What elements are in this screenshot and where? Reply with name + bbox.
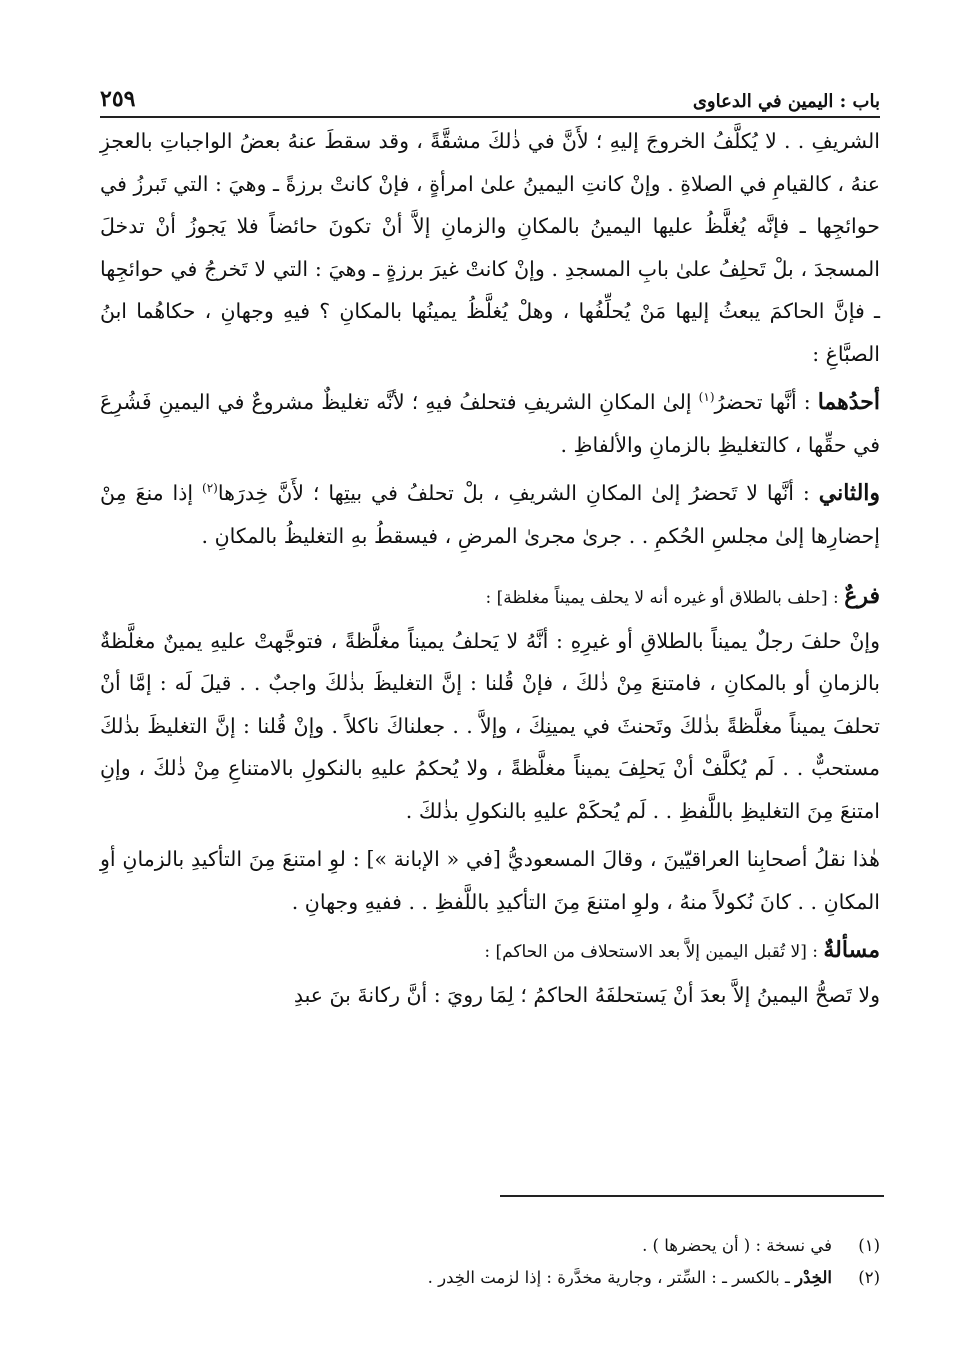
footnote-ref-2[interactable]: (٢) — [202, 481, 218, 496]
footnotes — [100, 1230, 880, 1294]
running-header — [100, 78, 880, 112]
heading-lead: مسألةٌ — [823, 937, 880, 963]
chapter-title: باب : اليمين في الدعاوى — [692, 91, 880, 112]
paragraph-8: ولا تَصحُّ اليمينُ إلاَّ بعدَ أنْ يَستحلفَهُ الحاكمُ ؛ لِمَا رويَ : أنَّ ركانةَ بنَ عبدِ — [293, 982, 880, 1007]
header-rule — [100, 116, 880, 118]
heading-lead: فرعٌ — [844, 583, 880, 609]
heading-title: : [لا تُقبل اليمين إلاَّ بعد الاستحلاف من الحاكم] : — [484, 942, 824, 962]
footnote-number: (٢) — [858, 1268, 880, 1287]
footnote-number: (١) — [858, 1236, 880, 1255]
paragraph-first-view — [100, 381, 880, 466]
paragraph-text: : أنَّها تحضرُ — [714, 390, 818, 414]
footnote-text: في نسخة : ( أن يحضرها ) . — [642, 1236, 832, 1255]
section-heading-far — [100, 575, 880, 620]
heading-title: : [حلف بالطلاق أو غيره أنه لا يحلف يميناً مغلظة] : — [485, 588, 845, 608]
page-number: ٢٥٩ — [100, 86, 136, 112]
paragraph-5: وإنْ حلفَ رجلٌ يميناً بالطلاقِ أو غيرِهِ : أنَّهُ لا يَحلفُ يميناً مغلَّظةً ، فتوجَّهتْ عليهِ يمينٌ مغلَّظةٌ بالزمانِ أو بالمكانِ ، فامتنعَ مِنْ ذٰلكَ ، فإنْ قُلنا : إنَّ التغليظَ بذٰلكَ واجبٌ . . قيلَ لَه : إمَّا أنْ تحلفَ يميناً مغلَّظةً بذٰلكَ وتَحنثَ في يمينِكَ ، وإلاَّ . . جعلناكَ ناكلاً . وإنْ قُلنا : إنَّ التغليظَ بذٰلكَ مستحبٌّ . . لَم يُكلَّفْ أنْ يَحلِفَ يميناً مغلَّظةً ، ولا يُحكمُ عليهِ بالنكولِ بالامتناعِ مِنْ ذٰلكَ ، وإنِ امتنعَ مِنَ التغليظِ باللَّفظِ . . لَم يُحكَمْ عليهِ بالنكولِ بذٰلكَ . — [100, 628, 880, 823]
paragraph-second-view — [100, 472, 880, 557]
paragraph-lead: أحدُهما — [817, 389, 880, 415]
paragraph-lead: والثاني — [818, 480, 881, 506]
footnote-keyword: الخِدْر — [795, 1268, 832, 1287]
section-heading-masala — [100, 929, 880, 974]
paragraph-text: إذا منعَ مِنْ إحضارِها إلىٰ مجلسِ الحُكمِ . . جرىٰ مجرىٰ المرضِ ، فيسقطُ بهِ التغليظُ بالمكانِ . — [100, 481, 880, 548]
paragraph-text: : أنَّها لا تَحضرُ إلىٰ المكانِ الشريفِ ، بلْ تحلفُ في بيتِها ؛ لأَنَّ خِدرَها — [217, 481, 819, 505]
main-text — [100, 120, 880, 1016]
paragraph-1: الشريفِ . . لا يُكلَّفُ الخروجَ إليهِ ؛ لأَنَّ في ذٰلكَ مشقَّةً ، وقد سقطَ عنهُ بعضُ الواجباتِ بالعجزِ عنهُ ، كالقيامِ في الصلاةِ . وإنْ كانتِ اليمينُ علىٰ امرأةٍ ، فإنْ كانتْ برزةً ـ وهيَ : التي تَبرزُ في حوائجِها ـ فإنَّه يُغلَّظُ عليها اليمينُ بالمكانِ والزمانِ إلاَّ أنْ تكونَ حائضاً فلا يَجوزُ أنْ تدخلَ المسجدَ ، بلْ تَحلِفُ علىٰ بابِ المسجدِ . وإنْ كانتْ غيرَ برزةٍ ـ وهيَ : التي لا تَخرجُ في حوائجِها ـ فإنَّ الحاكمَ يبعثُ إليها مَنْ يُحلِّفُها ، وهلْ يُغلَّظُ يمينُها بالمكانِ ؟ فيهِ وجهانِ ، حكاهُما ابنُ الصبَّاغِ : — [100, 129, 880, 366]
paragraph-text: إلىٰ المكانِ الشريفِ فتحلفُ فيهِ ؛ لأنَّه تغليظٌ مشروعٌ في اليمينِ فَشُرِعَ في حقِّها ، كالتغليظِ بالزمانِ والألفاظِ . — [100, 390, 880, 457]
footnote-text: ـ بالكسر ـ : السِّتر ، وجارية مخدَّرة : إذا لزمت الخِدر . — [427, 1268, 796, 1287]
footnote-rule — [500, 1195, 884, 1197]
paragraph-6: هٰذا نقلُ أصحابِنا العراقيّينَ ، وقالَ المسعوديُّ [في « الإبانة »] : لوِ امتنعَ مِنَ التأكيدِ بالزمانِ أوِ المكانِ . . كانَ نُكولاً منهُ ، ولوِ امتنعَ مِنَ التأكيدِ باللَّفظِ . . ففيهِ وجهانِ . — [100, 847, 880, 914]
footnote-2 — [100, 1262, 880, 1294]
footnote-ref-1[interactable]: (١) — [698, 390, 715, 405]
footnote-1 — [100, 1230, 880, 1262]
